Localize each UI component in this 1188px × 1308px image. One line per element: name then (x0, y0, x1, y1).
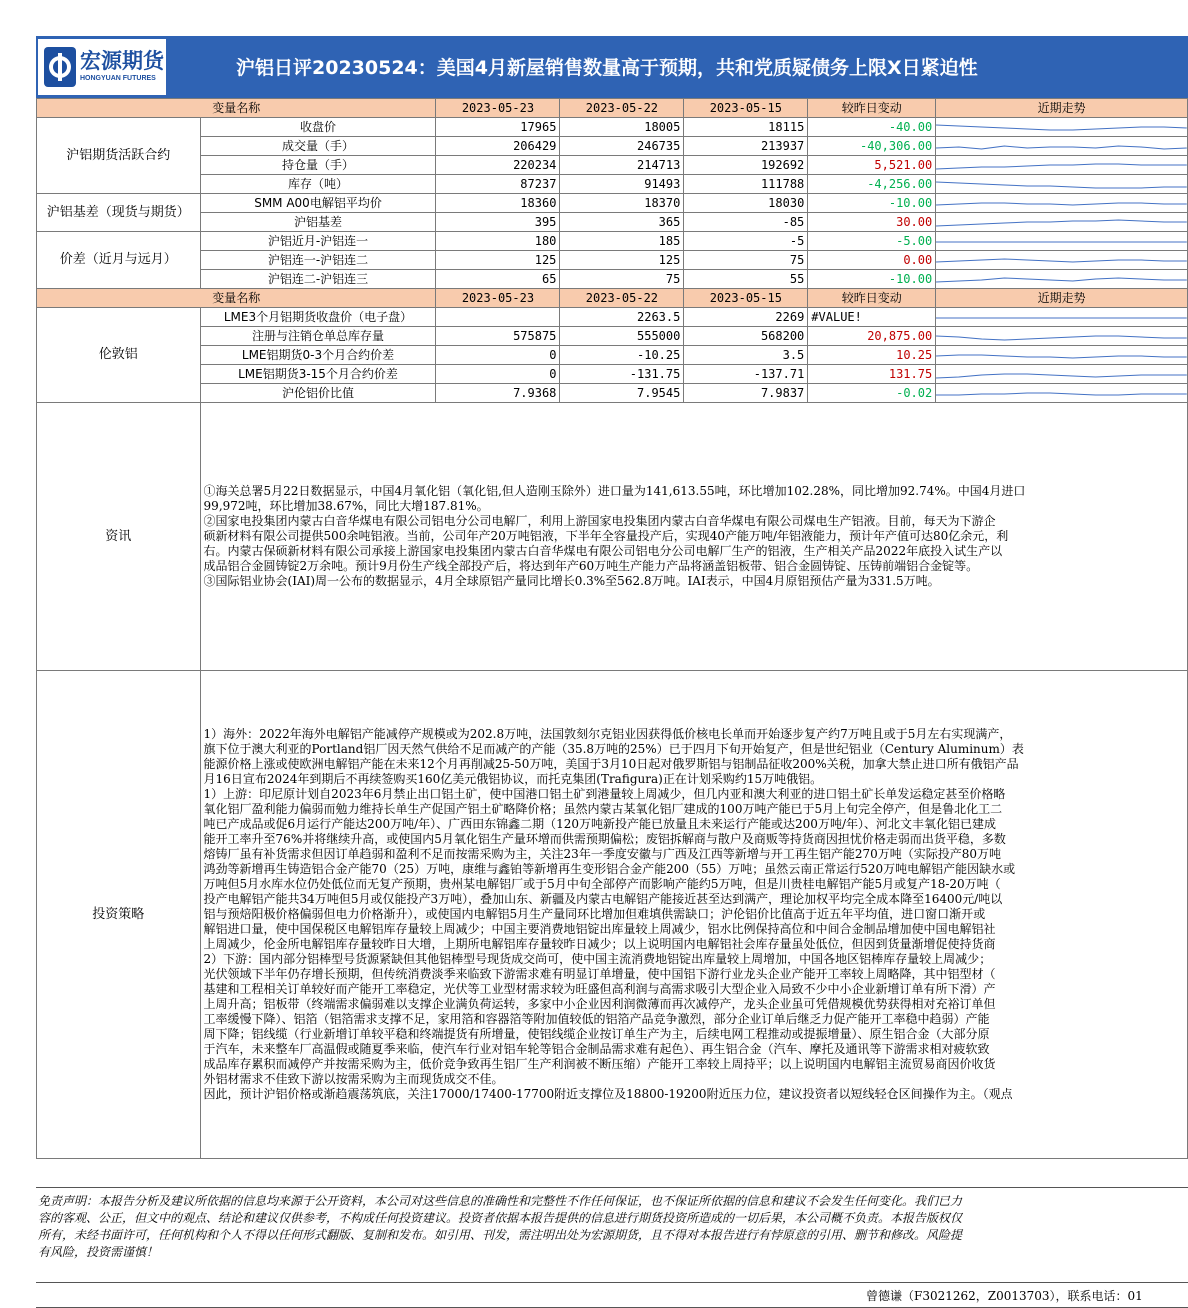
data-table (36, 98, 1188, 1159)
value-cell: 18115 (684, 118, 808, 137)
strategy-line: 基建和工程相关订单较好而产能开工率稳定，光伏等工业型材需求较为旺盛但高利润与高需求吸引大型企业入局致不少中小企业新增订单有所下滑）产 (203, 982, 996, 996)
news-line: 成品铝合金圆铸锭2万余吨。预计9月份生产线全部投产后，将达到年产60万吨生产能力产品将涵盖铝板带、铝合金圆铸锭、压铸前端铝合金锭等。 (203, 559, 979, 573)
trend-sparkline (936, 157, 1187, 174)
value-cell: 220234 (436, 156, 560, 175)
row-label: 沪伦铝价比值 (200, 384, 436, 403)
value-cell: 18370 (560, 194, 684, 213)
value-cell: 192692 (684, 156, 808, 175)
header-cell: 2023-05-22 (560, 289, 684, 308)
news-line: ①海关总署5月22日数据显示，中国4月氧化铝（氧化铝,但人造刚玉除外）进口量为141,613.55吨，环比增加102.28%，同比增加92.74%。中国4月进口 (203, 484, 1026, 498)
contact-text: 曾德谦（F3021262，Z0013703），联系电话：01 (866, 1289, 1143, 1303)
sparkline-path (936, 374, 1187, 378)
value-cell: 7.9837 (684, 384, 808, 403)
strategy-line: 月16日宣布2024年到期后不再续签购买160亿美元俄铝协议，而托克集团(Trafigura)正在计划采购约15万吨俄铝。 (203, 772, 823, 786)
sparkline-cell (936, 194, 1188, 213)
value-cell: 2269 (684, 308, 808, 327)
trend-sparkline (936, 366, 1187, 383)
header-cell: 2023-05-23 (436, 289, 560, 308)
news-content (200, 403, 1187, 671)
change-cell: 0.00 (808, 251, 936, 270)
value-cell: 555000 (560, 327, 684, 346)
strategy-line: 1）上游：印尼原计划自2023年6月禁止出口铝土矿，使中国港口铝土矿到港量较上周减少，但几内亚和澳大利亚的进口铝土矿长单发运稳定甚至价格略 (203, 787, 1006, 801)
row-label: 成交量（手） (200, 137, 436, 156)
sparkline-cell (936, 251, 1188, 270)
table-row (37, 365, 1188, 384)
sparkline-cell (936, 365, 1188, 384)
group-label: 沪铝期货活跃合约 (37, 118, 201, 194)
change-cell: -10.00 (808, 194, 936, 213)
strategy-line: 氧化铝厂盈利能力偏弱而勉力维持长单生产促国产铝土矿略降价格；虽然内蒙古某氧化铝厂建成的100万吨产能已于5月上旬完全停产，但是鲁北化工二 (203, 802, 1003, 816)
table-row (37, 308, 1188, 327)
change-cell: #VALUE! (808, 308, 936, 327)
news-line: 右。内蒙古保硕新材料有限公司承接上游国家电投集团内蒙古白音华煤电有限公司铝电分公司电解厂生产的铝液，生产相关产品2022年底投入试生产以 (203, 544, 1003, 558)
sparkline-cell (936, 118, 1188, 137)
change-cell: 20,875.00 (808, 327, 936, 346)
value-cell: 0 (436, 365, 560, 384)
sparkline-path (936, 203, 1187, 205)
report-header (36, 36, 1188, 98)
analyst-contact (36, 1285, 1188, 1308)
row-label: LME3个月铝期货收盘价（电子盘） (200, 308, 436, 327)
disclaimer-line: 免责声明：本报告分析及建议所依据的信息均来源于公开资料，本公司对这些信息的准确性和完整性不作任何保证，也不保证所依据的信息和建议不会发生任何变化。我们已力 (38, 1194, 963, 1208)
change-cell: -4,256.00 (808, 175, 936, 194)
row-label: SMM A00电解铝平均价 (200, 194, 436, 213)
value-cell: 18030 (684, 194, 808, 213)
company-logo (38, 39, 166, 95)
group-label: 价差（近月与远月） (37, 232, 201, 289)
strategy-line: 1）海外：2022年海外电解铝产能减停产规模或为202.8万吨，法国敦刻尔克铝业因获得低价核电长单而开始逐步复产约7万吨且或于5月左右实现满产， (203, 727, 1012, 741)
news-line: ③国际铝业协会(IAI)周一公布的数据显示，4月全球原铝产量同比增长0.3%至562.8万吨。IAI表示，中国4月原铝预估产量为331.5万吨。 (203, 574, 940, 588)
trend-sparkline (936, 271, 1187, 288)
header-cell: 近期走势 (936, 289, 1188, 308)
value-cell: 65 (436, 270, 560, 289)
page-title: 沪铝日评20230524：美国4月新屋销售数量高于预期，共和党质疑债务上限X日紧迫性 (236, 57, 978, 79)
row-label: 沪铝近月-沪铝连一 (200, 232, 436, 251)
disclaimer-line: 有风险，投资需谨慎！ (38, 1245, 159, 1259)
value-cell: 0 (436, 346, 560, 365)
row-label: LME铝期货0-3个月合约价差 (200, 346, 436, 365)
sparkline-cell (936, 156, 1188, 175)
strategy-content (200, 671, 1187, 1159)
header-cell: 2023-05-22 (560, 99, 684, 118)
sparkline-path (936, 182, 1187, 188)
group-label: 沪铝基差（现货与期货） (37, 194, 201, 232)
table-row (37, 232, 1188, 251)
value-cell: 185 (560, 232, 684, 251)
sparkline-cell (936, 175, 1188, 194)
strategy-line: 熔铸厂虽有补货需求但因订单趋弱和盈利不足而按需采购为主，关注23年一季度安徽与广西及江西等新增与开工再生铝产能270万吨（实际投产80万吨 (203, 847, 1001, 861)
header-cell: 较昨日变动 (808, 289, 936, 308)
change-cell: -0.02 (808, 384, 936, 403)
disclaimer-line: 所有，未经书面许可，任何机构和个人不得以任何形式翻版、复制和发布。如引用、刊发，需注明出处为宏源期货，且不得对本报告进行有悖原意的引用、删节和修改。风险提 (38, 1228, 963, 1242)
strategy-line: 鸿劲等新增再生铸造铝合金产能70（25）万吨，康维与鑫铂等新增再生变形铝合金产能200（55）万吨；虽然云南正常运行520万吨电解铝产能因缺水或 (203, 862, 1016, 876)
sparkline-path (936, 164, 1187, 169)
change-cell: 30.00 (808, 213, 936, 232)
table-row (37, 327, 1188, 346)
trend-sparkline (936, 328, 1187, 345)
table-row (37, 251, 1188, 270)
value-cell: 7.9545 (560, 384, 684, 403)
sparkline-path (936, 220, 1187, 226)
row-label: 沪铝连二-沪铝连三 (200, 270, 436, 289)
change-cell: 5,521.00 (808, 156, 936, 175)
value-cell: 75 (560, 270, 684, 289)
value-cell: -85 (684, 213, 808, 232)
header-variable-name: 变量名称 (37, 99, 436, 118)
table-row (37, 118, 1188, 137)
trend-sparkline (936, 233, 1187, 250)
trend-sparkline (936, 138, 1187, 155)
strategy-line: 因此，预计沪铝价格或渐趋震荡筑底，关注17000/17400-17700附近支撑位及18800-19200附近压力位，建议投资者以短线轻仓区间操作为主。（观点 (203, 1087, 1013, 1101)
header-cell: 近期走势 (936, 99, 1188, 118)
change-cell: 131.75 (808, 365, 936, 384)
change-cell: -40,306.00 (808, 137, 936, 156)
disclaimer (36, 1187, 1188, 1283)
row-label: 注册与注销仓单总库存量 (200, 327, 436, 346)
logo-mark-icon (44, 47, 76, 87)
sparkline-cell (936, 384, 1188, 403)
header-cell: 2023-05-15 (684, 289, 808, 308)
value-cell: 575875 (436, 327, 560, 346)
row-label: 沪铝连一-沪铝连二 (200, 251, 436, 270)
strategy-row (37, 671, 1188, 1159)
strategy-line: 工率缓慢下降）、铝箔（铝箔需求支撑不足，家用箔和容器箔等附加值较低的铝箔产品竞争激烈，部分企业订单后继乏力促产能开工率稳中趋弱）产能 (203, 1012, 990, 1026)
trend-sparkline (936, 309, 1187, 326)
value-cell: -10.25 (560, 346, 684, 365)
sparkline-cell (936, 232, 1188, 251)
value-cell: 213937 (684, 137, 808, 156)
sparkline-path (936, 336, 1187, 340)
value-cell: 365 (560, 213, 684, 232)
strategy-line: 2）下游：国内部分铝棒型号货源紧缺但其他铝棒型号现货成交尚可，使中国主流消费地铝锭出库量较上周增加，中国各地区铝棒库存量较上周减少； (203, 952, 992, 966)
table-header-row (37, 289, 1188, 308)
news-line: 99,972吨，环比增加38.67%，同比大增187.81%。 (203, 499, 489, 513)
value-cell: 2263.5 (560, 308, 684, 327)
trend-sparkline (936, 176, 1187, 193)
news-line: 硕新材料有限公司提供500余吨铝液。当前，公司年产20万吨铝液，下半年全容量投产后，实现40产能万吨/年铝液能力，预计年产值可达80亿余元，利 (203, 529, 1009, 543)
table-header-row (37, 99, 1188, 118)
strategy-line: 于汽车，未来整车厂高温假或随夏季来临，使汽车行业对铝车轮等铝合金制品需求难有起色）、再生铝合金（汽车、摩托及通讯等下游需求相对疲软致 (203, 1042, 990, 1056)
sparkline-cell (936, 137, 1188, 156)
value-cell: 87237 (436, 175, 560, 194)
value-cell: 3.5 (684, 346, 808, 365)
strategy-line: 能开工率升至76%并将继续升高，或使国内5月氧化铝生产量环增而供需预期偏松；废铝拆解商与散户及商贩等持货商因担忧价格走弱而出货平稳，多数 (203, 832, 1006, 846)
value-cell: 214713 (560, 156, 684, 175)
value-cell: 75 (684, 251, 808, 270)
value-cell: -5 (684, 232, 808, 251)
value-cell: 246735 (560, 137, 684, 156)
table-row (37, 156, 1188, 175)
strategy-line: 外铝材需求不佳致下游以按需采购为主而现货成交不佳。 (203, 1072, 504, 1086)
row-label: LME铝期货3-15个月合约价差 (200, 365, 436, 384)
sparkline-cell (936, 270, 1188, 289)
value-cell: 395 (436, 213, 560, 232)
value-cell: 55 (684, 270, 808, 289)
trend-sparkline (936, 195, 1187, 212)
row-label: 持仓量（手） (200, 156, 436, 175)
value-cell: -131.75 (560, 365, 684, 384)
strategy-line: 成品库存累积而减停产并按需采购为主，低价竞争致再生铝厂生产利润被不断压缩）产能开工率较上周持平；以上说明国内电解铝主流贸易商因价收货 (203, 1057, 996, 1071)
sparkline-cell (936, 308, 1188, 327)
sparkline-cell (936, 346, 1188, 365)
header-cell: 2023-05-23 (436, 99, 560, 118)
value-cell: 91493 (560, 175, 684, 194)
trend-sparkline (936, 385, 1187, 402)
table-row (37, 175, 1188, 194)
value-cell: 125 (560, 251, 684, 270)
strategy-line: 投产电解铝产能共34万吨但5月或仅能投产3万吨），叠加山东、新疆及内蒙古电解铝产能接近甚至达到满产，理论加权平均完全成本降至16400元/吨以 (203, 892, 1003, 906)
value-cell: 206429 (436, 137, 560, 156)
row-label: 沪铝基差 (200, 213, 436, 232)
strategy-line: 能源价格上涨或使欧洲电解铝产能在未来12个月再削减25-50万吨，美国于3月10日起对俄罗斯铝与铝制品征收200%关税，加拿大禁止进口所有俄铝产品 (203, 757, 1019, 771)
strategy-line: 上周升高；铝板带（终端需求偏弱难以支撑企业满负荷运转，多家中小企业因利润微薄而再次减停产，龙头企业虽可凭借规模优势获得相对充裕订单但 (203, 997, 996, 1011)
table-row (37, 346, 1188, 365)
trend-sparkline (936, 119, 1187, 136)
value-cell: 125 (436, 251, 560, 270)
row-label: 库存（吨） (200, 175, 436, 194)
sparkline-path (936, 393, 1187, 395)
change-cell: -5.00 (808, 232, 936, 251)
value-cell: 18005 (560, 118, 684, 137)
value-cell: 18360 (436, 194, 560, 213)
sparkline-path (936, 259, 1187, 262)
change-cell: 10.25 (808, 346, 936, 365)
table-row (37, 270, 1188, 289)
table-row (37, 384, 1188, 403)
sparkline-cell (936, 327, 1188, 346)
disclaimer-line: 容的客观、公正，但文中的观点、结论和建议仅供参考，不构成任何投资建议。投资者依据本报告提供的信息进行期货投资所造成的一切后果，本公司概不负责。本报告版权仅 (38, 1211, 963, 1225)
strategy-line: 铝与预焙阳极价格偏弱但电力价格渐升），或使国内电解铝5月生产量同环比增加但难填供需缺口；沪伦铝价比值高于近五年平均值，进口窗口渐开或 (203, 907, 986, 921)
row-label: 收盘价 (200, 118, 436, 137)
strategy-line: 万吨但5月水库水位仍处低位而无复产预期，贵州某电解铝厂或于5月中旬全部停产而影响产能约5万吨，但是川贵桂电解铝产能5月或复产18-20万吨（ (203, 877, 1001, 891)
strategy-label: 投资策略 (37, 671, 201, 1159)
change-cell: -40.00 (808, 118, 936, 137)
news-line: ②国家电投集团内蒙古白音华煤电有限公司铝电分公司电解厂，利用上游国家电投集团内蒙古白音华煤电有限公司煤电生产铝液。目前，每天为下游企 (203, 514, 996, 528)
table-row (37, 137, 1188, 156)
value-cell: 7.9368 (436, 384, 560, 403)
strategy-line: 吨已产成品或促6月运行产能达200万吨/年）、广西田东锦鑫二期（120万吨新投产能已放量且未来运行产能或达200万吨/年）、河北文丰氧化铝已建成 (203, 817, 996, 831)
value-cell (436, 308, 560, 327)
header-cell: 2023-05-15 (684, 99, 808, 118)
logo-chinese-name: 宏源期货 (80, 49, 164, 73)
strategy-line: 上周减少，伦金所电解铝库存量较昨日大增，上期所电解铝库存量较昨日减少；以上说明国内电解铝社会库存量虽处低位，但因到货量渐增促使持货商 (203, 937, 996, 951)
value-cell: 568200 (684, 327, 808, 346)
strategy-line: 旗下位于澳大利亚的Portland铝厂因天然气供给不足而减产的产能（35.8万吨的25%）已于四月下旬开始复产，但是世纪铝业（Century Aluminum）表 (203, 742, 1024, 756)
value-cell: -137.71 (684, 365, 808, 384)
news-label: 资讯 (37, 403, 201, 671)
logo-english-name: HONGYUAN FUTURES (80, 75, 156, 82)
sparkline-cell (936, 213, 1188, 232)
trend-sparkline (936, 347, 1187, 364)
value-cell: 17965 (436, 118, 560, 137)
trend-sparkline (936, 214, 1187, 231)
sparkline-path (936, 125, 1187, 130)
sparkline-path (936, 278, 1187, 282)
value-cell: 180 (436, 232, 560, 251)
change-cell: -10.00 (808, 270, 936, 289)
sparkline-path (936, 146, 1187, 149)
table-row (37, 213, 1188, 232)
strategy-line: 周下降；铝线缆（行业新增订单较平稳和终端提货有所增量，使铝线缆企业按订单生产为主，后续电网工程推动或提振增量）、原生铝合金（大部分原 (203, 1027, 990, 1041)
sparkline-path (936, 355, 1187, 358)
table-row (37, 194, 1188, 213)
trend-sparkline (936, 252, 1187, 269)
group-label: 伦敦铝 (37, 308, 201, 403)
strategy-line: 光伏领域下半年仍存增长预期，但传统消费淡季来临致下游需求难有明显订单增量，使中国铝下游行业龙头企业产能开工率较上周略降，其中铝型材（ (203, 967, 996, 981)
news-row (37, 403, 1188, 671)
strategy-line: 解铝进口量，使中国保税区电解铝库存量较上周减少；中国主要消费地铝锭出库量较上周减少，铝水比例保持高位和中间合金制品增加使中国电解铝社 (203, 922, 996, 936)
header-variable-name: 变量名称 (37, 289, 436, 308)
header-cell: 较昨日变动 (808, 99, 936, 118)
value-cell: 111788 (684, 175, 808, 194)
